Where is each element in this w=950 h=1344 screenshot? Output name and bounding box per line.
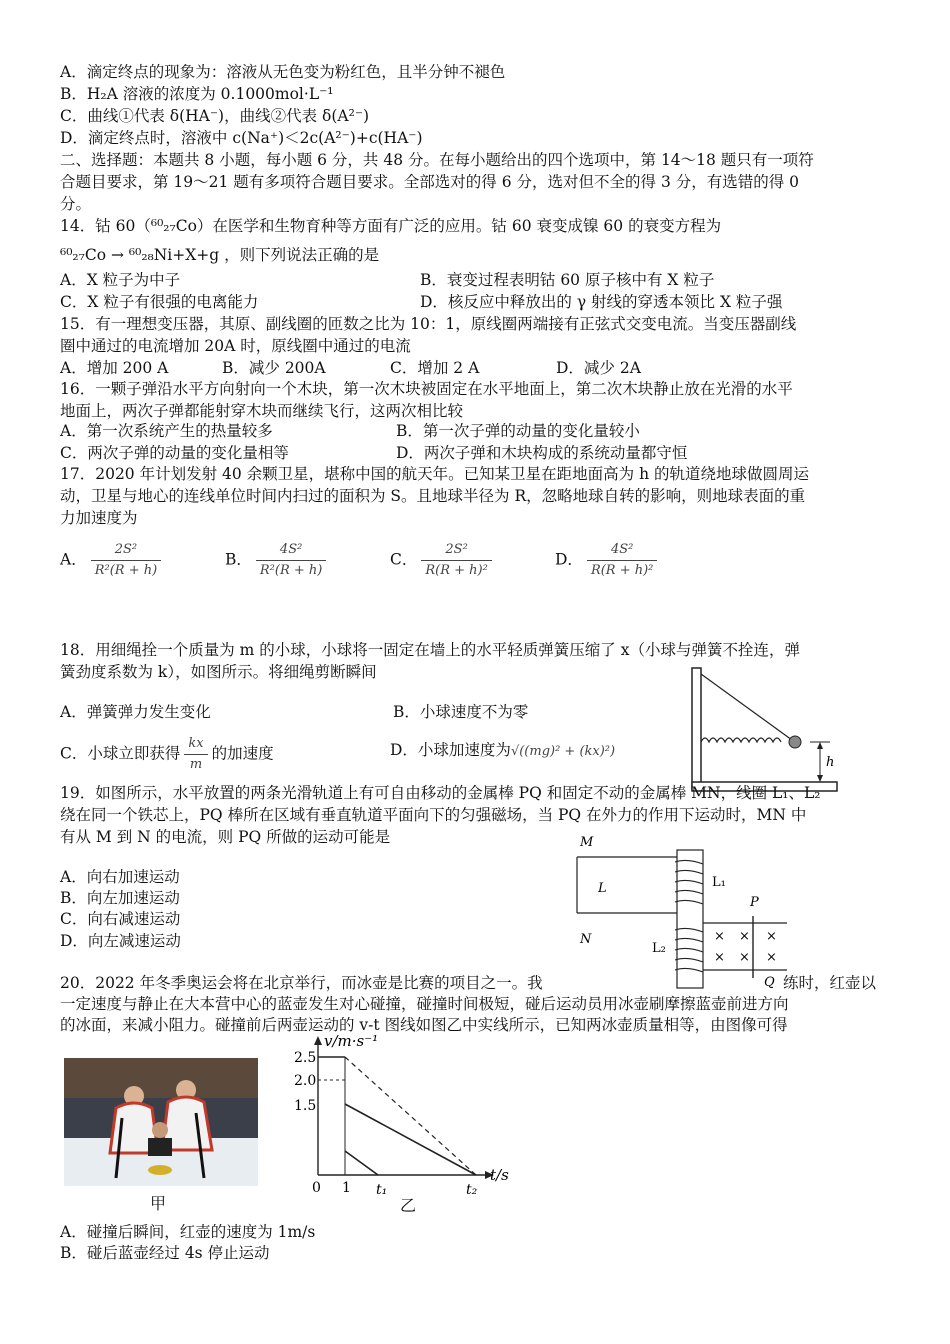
q19-stem-3: 有从 M 到 N 的电流，则 PQ 所做的运动可能是 — [60, 828, 391, 846]
height-arrow-head-down — [817, 775, 823, 782]
curling-stone — [148, 1165, 172, 1175]
q14-stem-1: 14．钴 60（⁶⁰₂₇Co）在医学和生物育种等方面有广泛的应用。钴 60 衰变成镍 60 的衰变方程为 — [60, 217, 722, 235]
x-tick-t1: t₁ — [376, 1182, 388, 1198]
curling-photo — [64, 1058, 258, 1186]
height-arrow-head-up — [817, 742, 823, 749]
y-axis-label: v/m·s⁻¹ — [324, 1032, 379, 1050]
q14-option-d: D．核反应中释放出的 γ 射线的穿透本领比 X 粒子强 — [420, 293, 783, 311]
section2-line2: 合题目要求，第 19～21 题有多项符合题目要求。全部选对的得 6 分，选对但不全的得 3 分，有选错的得 0 — [60, 173, 800, 191]
q20-stem-3: 的冰面，来减小阻力。碰撞前后两壶运动的 v-t 图线如图乙中实线所示，已知两冰壶质量相等，由图像可得 — [60, 1016, 788, 1034]
label-l: L — [598, 881, 607, 896]
q20-stem-1b: 练时，红壶以 — [783, 974, 877, 992]
wall — [692, 668, 701, 790]
q18-option-d — [390, 740, 615, 762]
section2-line3: 分。 — [60, 195, 92, 213]
q17-option-a-label: A． — [60, 550, 87, 569]
q18-stem-2: 簧劲度系数为 k），如图所示。将细绳剪断瞬间 — [60, 663, 377, 681]
y-tick-1-5: 1.5 — [294, 1098, 317, 1114]
fig-yi-label: 乙 — [400, 1196, 417, 1215]
q13-option-c: C．曲线①代表 δ(HA⁻)，曲线②代表 δ(A²⁻) — [60, 107, 370, 125]
q17-d-denominator: R(R + h)² — [590, 563, 654, 578]
label-l1: L₁ — [712, 875, 726, 890]
q17-stem-2: 动，卫星与地心的连线单位时间内扫过的面积为 S。且地球半径为 R，忽略地球自转的影响，则地球表面的重 — [60, 487, 806, 505]
field-mark: × — [766, 929, 777, 944]
q17-d-numerator: 4S² — [587, 540, 657, 561]
x-tick-1: 1 — [342, 1180, 351, 1196]
red-after-collision — [345, 1151, 378, 1175]
q17-a-denominator: R²(R + h) — [94, 563, 158, 578]
q17-c-denominator: R(R + h)² — [425, 563, 488, 578]
q18-option-d-prefix: D．小球加速度为 — [390, 741, 511, 759]
x-tick-t2: t₂ — [466, 1182, 478, 1198]
q17-option-c-label: C． — [390, 550, 418, 569]
label-p: P — [750, 895, 759, 910]
y-tick-2-0: 2.0 — [294, 1073, 317, 1089]
q18-figure — [680, 660, 850, 800]
q13-option-d: D．滴定终点时，溶液中 c(Na⁺)＜2c(A²⁻)+c(HA⁻) — [60, 129, 423, 147]
q17-option-d-label: D． — [555, 550, 583, 569]
y-axis-arrow — [314, 1036, 322, 1045]
athlete-body — [148, 1138, 172, 1156]
q14-option-c: C．X 粒子有很强的电离能力 — [60, 293, 259, 311]
label-q: Q — [764, 975, 775, 990]
q20-option-b: B．碰后蓝壶经过 4s 停止运动 — [60, 1244, 270, 1262]
q17-option-a — [60, 540, 165, 581]
x-axis-label: t/s — [490, 1166, 509, 1184]
q16-option-b: B．第一次子弹的动量的变化量较小 — [396, 422, 640, 440]
q18-option-c-prefix: C．小球立即获得 — [60, 744, 181, 763]
q19-stem-2: 绕在同一个铁芯上，PQ 棒所在区域有垂直轨道平面向下的匀强磁场，当 PQ 在外力的作用下运动时，MN 中 — [60, 806, 807, 824]
q19-figure — [572, 830, 802, 990]
q18-option-c — [60, 734, 274, 775]
q17-option-c — [390, 540, 496, 581]
q15-option-b: B．减少 200A — [222, 359, 326, 377]
q17-option-b-label: B． — [225, 550, 252, 569]
field-mark: × — [714, 929, 725, 944]
label-l2: L₂ — [652, 941, 666, 956]
label-m: M — [580, 835, 594, 850]
field-mark: × — [739, 929, 750, 944]
q17-c-numerator: 2S² — [421, 540, 491, 561]
q20-stem-1a: 20．2022 年冬季奥运会将在北京举行，而冰壶是比赛的项目之一。我 — [60, 974, 543, 992]
rope — [701, 674, 792, 740]
field-mark: × — [766, 950, 777, 965]
q13-option-b: B．H₂A 溶液的浓度为 0.1000mol·L⁻¹ — [60, 85, 334, 103]
fig-jia-label: 甲 — [150, 1194, 167, 1213]
q16-option-a: A．第一次系统产生的热量较多 — [60, 422, 273, 440]
q16-stem-1: 16．一颗子弹沿水平方向射向一个木块，第一次木块被固定在水平地面上，第二次木块静止放在光滑的水平 — [60, 380, 793, 398]
label-n: N — [580, 932, 592, 947]
q17-stem-1: 17．2020 年计划发射 40 余颗卫星，堪称中国的航天年。已知某卫星在距地面高为 h 的轨道绕地球做圆周运 — [60, 465, 810, 483]
q15-option-d: D．减少 2A — [556, 359, 641, 377]
q14-stem-2: ⁶⁰₂₇Co → ⁶⁰₂₈Ni+X+g ，则下列说法正确的是 — [60, 246, 380, 264]
q16-option-d: D．两次子弹和木块构成的系统动量都守恒 — [396, 444, 688, 462]
q15-option-c: C．增加 2 A — [390, 359, 480, 377]
spring — [701, 738, 781, 742]
q15-stem-2: 圈中通过的电流增加 20A 时，原线圈中通过的电流 — [60, 337, 411, 355]
y-tick-2-5: 2.5 — [294, 1050, 317, 1066]
vt-graph — [288, 1030, 528, 1200]
q18-c-numerator: kx — [184, 734, 207, 755]
q17-option-c-fraction — [421, 540, 491, 581]
q18-option-d-expression: √((mg)² + (kx)²) — [510, 744, 616, 759]
q18-option-a: A．弹簧弹力发生变化 — [60, 703, 211, 721]
q20-option-a: A．碰撞后瞬间，红壶的速度为 1m/s — [60, 1223, 316, 1241]
q13-option-a: A．滴定终点的现象为：溶液从无色变为粉红色，且半分钟不褪色 — [60, 63, 506, 81]
q18-option-c-suffix: 的加速度 — [211, 744, 274, 763]
q19-stem-1: 19．如图所示，水平放置的两条光滑轨道上有可自由移动的金属棒 PQ 和固定不动的金属棒 MN，线圈 L₁、L₂ — [60, 784, 821, 802]
q14-option-b: B．衰变过程表明钴 60 原子核中有 X 粒子 — [420, 271, 715, 289]
q20-stem-2: 一定速度与静止在大本营中心的蓝壶发生对心碰撞，碰撞时间极短，碰后运动员用冰壶刷摩擦蓝壶前进方向 — [60, 995, 789, 1013]
red-extended-dashed — [345, 1057, 476, 1175]
q17-b-denominator: R²(R + h) — [259, 563, 323, 578]
q19-option-a: A．向右加速运动 — [60, 868, 180, 886]
athlete-head — [152, 1122, 168, 1138]
field-mark: × — [714, 950, 725, 965]
q16-option-c: C．两次子弹的动量的变化量相等 — [60, 444, 289, 462]
q18-option-b: B．小球速度不为零 — [393, 703, 529, 721]
q19-option-d: D．向左减速运动 — [60, 932, 181, 950]
height-label: h — [826, 755, 835, 770]
q17-stem-3: 力加速度为 — [60, 509, 138, 527]
section2-line1: 二、选择题：本题共 8 小题，每小题 6 分，共 48 分。在每小题给出的四个选项中，第 14～18 题只有一项符 — [60, 151, 814, 169]
q19-option-c: C．向右减速运动 — [60, 910, 181, 928]
q19-option-b: B．向左加速运动 — [60, 889, 180, 907]
q15-stem-1: 15．有一理想变压器，其原、副线圈的匝数之比为 10：1，原线圈两端接有正弦式交变电流。当变压器副线 — [60, 315, 797, 333]
q18-stem-1: 18．用细绳拴一个质量为 m 的小球，小球将一固定在墙上的水平轻质弹簧压缩了 x（小球与弹簧不拴连，弹 — [60, 641, 800, 659]
x-origin: 0 — [312, 1180, 321, 1196]
q16-stem-2: 地面上，两次子弹都能射穿木块而继续飞行，这两次相比较 — [60, 402, 464, 420]
q18-option-c-fraction — [184, 734, 207, 775]
q17-option-d-fraction — [587, 540, 657, 581]
q17-option-b-fraction — [256, 540, 326, 581]
q17-a-numerator: 2S² — [91, 540, 161, 561]
q17-option-a-fraction — [91, 540, 161, 581]
q15-option-a: A．增加 200 A — [60, 359, 169, 377]
q17-b-numerator: 4S² — [256, 540, 326, 561]
photo-crowd — [64, 1058, 258, 1098]
ball — [789, 736, 801, 748]
field-mark: × — [739, 950, 750, 965]
q18-c-denominator: m — [189, 757, 203, 772]
q17-option-b — [225, 540, 330, 581]
q17-option-d — [555, 540, 661, 581]
q14-option-a: A．X 粒子为中子 — [60, 271, 181, 289]
